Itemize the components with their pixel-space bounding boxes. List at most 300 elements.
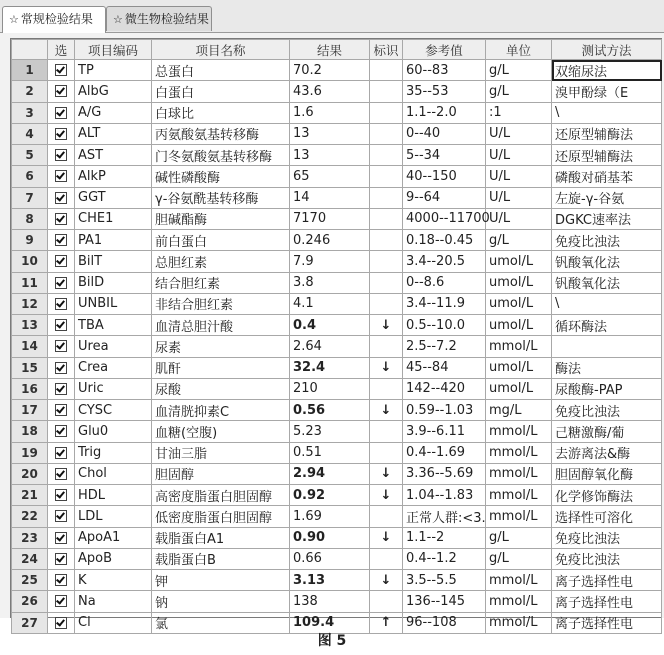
select-checkbox[interactable] [48, 527, 75, 548]
select-checkbox[interactable] [48, 591, 75, 612]
abnormal-flag[interactable] [370, 272, 403, 293]
select-checkbox[interactable] [48, 548, 75, 569]
abnormal-flag[interactable] [370, 230, 403, 251]
abnormal-flag[interactable] [370, 81, 403, 102]
item-code[interactable]: K [75, 570, 152, 591]
row-number[interactable]: 11 [12, 272, 48, 293]
item-name[interactable]: 钾 [152, 570, 290, 591]
table-row[interactable] [12, 506, 662, 527]
item-name[interactable]: 钠 [152, 591, 290, 612]
item-code[interactable]: UNBIL [75, 293, 152, 314]
result-value[interactable]: 4.1 [290, 293, 370, 314]
row-number[interactable]: 22 [12, 506, 48, 527]
row-number[interactable]: 27 [12, 612, 48, 633]
reference-range[interactable]: 35--53 [403, 81, 486, 102]
table-row[interactable] [12, 527, 662, 548]
table-row[interactable] [12, 485, 662, 506]
select-checkbox[interactable] [48, 187, 75, 208]
checkbox-checked-icon[interactable] [55, 468, 67, 480]
item-code[interactable]: LDL [75, 506, 152, 527]
test-method[interactable]: 去游离法&酶 [552, 442, 662, 463]
test-method[interactable]: 选择性可溶化 [552, 506, 662, 527]
abnormal-flag[interactable] [370, 208, 403, 229]
table-row[interactable] [12, 81, 662, 102]
abnormal-flag[interactable]: ↓ [370, 463, 403, 484]
result-value[interactable]: 65 [290, 166, 370, 187]
table-row[interactable] [12, 442, 662, 463]
reference-range[interactable]: 0.4--1.2 [403, 548, 486, 569]
row-number[interactable]: 12 [12, 293, 48, 314]
abnormal-flag[interactable] [370, 421, 403, 442]
item-name[interactable]: 载脂蛋白A1 [152, 527, 290, 548]
result-value[interactable]: 0.90 [290, 527, 370, 548]
result-value[interactable]: 210 [290, 378, 370, 399]
select-checkbox[interactable] [48, 421, 75, 442]
item-code[interactable]: ApoB [75, 548, 152, 569]
item-name[interactable]: 低密度脂蛋白胆固醇 [152, 506, 290, 527]
result-value[interactable]: 0.56 [290, 400, 370, 421]
abnormal-flag[interactable]: ↓ [370, 527, 403, 548]
result-value[interactable]: 0.246 [290, 230, 370, 251]
test-method[interactable] [552, 336, 662, 357]
item-code[interactable]: Crea [75, 357, 152, 378]
checkbox-checked-icon[interactable] [55, 425, 67, 437]
reference-range[interactable]: 3.4--20.5 [403, 251, 486, 272]
item-name[interactable]: 尿素 [152, 336, 290, 357]
reference-range[interactable]: 1.1--2 [403, 527, 486, 548]
result-value[interactable]: 7.9 [290, 251, 370, 272]
item-code[interactable]: Na [75, 591, 152, 612]
item-code[interactable]: A/G [75, 102, 152, 123]
test-method[interactable]: 化学修饰酶法 [552, 485, 662, 506]
abnormal-flag[interactable] [370, 442, 403, 463]
reference-range[interactable]: 45--84 [403, 357, 486, 378]
row-number[interactable]: 16 [12, 378, 48, 399]
header-flag[interactable]: 标识 [370, 40, 403, 60]
checkbox-checked-icon[interactable] [55, 128, 67, 140]
unit[interactable]: U/L [486, 208, 552, 229]
abnormal-flag[interactable] [370, 187, 403, 208]
result-value[interactable]: 14 [290, 187, 370, 208]
test-method[interactable]: 双缩尿法 [552, 60, 662, 81]
table-row[interactable] [12, 315, 662, 336]
unit[interactable]: umol/L [486, 251, 552, 272]
checkbox-checked-icon[interactable] [55, 64, 67, 76]
unit[interactable]: mmol/L [486, 442, 552, 463]
result-value[interactable]: 0.66 [290, 548, 370, 569]
table-row[interactable] [12, 463, 662, 484]
table-row[interactable] [12, 145, 662, 166]
test-method[interactable]: 免疫比浊法 [552, 230, 662, 251]
select-checkbox[interactable] [48, 570, 75, 591]
header-item-name[interactable]: 项目名称 [152, 40, 290, 60]
item-name[interactable]: 胆碱酯酶 [152, 208, 290, 229]
unit[interactable]: mmol/L [486, 612, 552, 633]
item-code[interactable]: HDL [75, 485, 152, 506]
row-number[interactable]: 5 [12, 145, 48, 166]
table-row[interactable] [12, 421, 662, 442]
abnormal-flag[interactable] [370, 145, 403, 166]
test-method[interactable]: 酶法 [552, 357, 662, 378]
row-number[interactable]: 21 [12, 485, 48, 506]
item-name[interactable]: 总胆红素 [152, 251, 290, 272]
item-name[interactable]: 非结合胆红素 [152, 293, 290, 314]
item-code[interactable]: AlbG [75, 81, 152, 102]
reference-range[interactable]: 4000--11700 [403, 208, 486, 229]
tab-microbiology-results[interactable] [106, 6, 212, 31]
unit[interactable]: mmol/L [486, 506, 552, 527]
unit[interactable]: mmol/L [486, 463, 552, 484]
abnormal-flag[interactable] [370, 591, 403, 612]
table-row[interactable] [12, 591, 662, 612]
item-code[interactable]: BilT [75, 251, 152, 272]
tab-routine-results[interactable] [2, 6, 106, 33]
result-value[interactable]: 43.6 [290, 81, 370, 102]
unit[interactable]: :1 [486, 102, 552, 123]
abnormal-flag[interactable] [370, 251, 403, 272]
checkbox-checked-icon[interactable] [55, 574, 67, 586]
unit[interactable]: g/L [486, 60, 552, 81]
test-method[interactable]: 己糖激酶/葡 [552, 421, 662, 442]
item-code[interactable]: Chol [75, 463, 152, 484]
row-number[interactable]: 26 [12, 591, 48, 612]
item-name[interactable]: 丙氨酸氨基转移酶 [152, 123, 290, 144]
test-method[interactable]: 免疫比浊法 [552, 548, 662, 569]
test-method[interactable]: \ [552, 102, 662, 123]
table-row[interactable] [12, 230, 662, 251]
test-method[interactable]: 钒酸氧化法 [552, 272, 662, 293]
row-number[interactable]: 8 [12, 208, 48, 229]
table-row[interactable] [12, 166, 662, 187]
table-row[interactable] [12, 60, 662, 81]
row-number[interactable]: 17 [12, 400, 48, 421]
unit[interactable]: umol/L [486, 272, 552, 293]
item-code[interactable]: CYSC [75, 400, 152, 421]
item-code[interactable]: Cl [75, 612, 152, 633]
unit[interactable]: mg/L [486, 400, 552, 421]
checkbox-checked-icon[interactable] [55, 340, 67, 352]
test-method[interactable]: \ [552, 293, 662, 314]
unit[interactable]: U/L [486, 123, 552, 144]
checkbox-checked-icon[interactable] [55, 170, 67, 182]
test-method[interactable]: 钒酸氧化法 [552, 251, 662, 272]
checkbox-checked-icon[interactable] [55, 319, 67, 331]
reference-range[interactable]: 60--83 [403, 60, 486, 81]
abnormal-flag[interactable]: ↓ [370, 485, 403, 506]
select-checkbox[interactable] [48, 123, 75, 144]
checkbox-checked-icon[interactable] [55, 149, 67, 161]
select-checkbox[interactable] [48, 442, 75, 463]
item-code[interactable]: AST [75, 145, 152, 166]
header-result[interactable]: 结果 [290, 40, 370, 60]
test-method[interactable]: 溴甲酚绿（E [552, 81, 662, 102]
result-value[interactable]: 0.92 [290, 485, 370, 506]
item-name[interactable]: 碱性磷酸酶 [152, 166, 290, 187]
checkbox-checked-icon[interactable] [55, 255, 67, 267]
item-name[interactable]: 高密度脂蛋白胆固醇 [152, 485, 290, 506]
item-code[interactable]: Trig [75, 442, 152, 463]
abnormal-flag[interactable]: ↓ [370, 400, 403, 421]
reference-range[interactable]: 1.04--1.83 [403, 485, 486, 506]
select-checkbox[interactable] [48, 145, 75, 166]
item-name[interactable]: 前白蛋白 [152, 230, 290, 251]
result-value[interactable]: 5.23 [290, 421, 370, 442]
test-method[interactable]: 左旋-γ-谷氨 [552, 187, 662, 208]
row-number[interactable]: 6 [12, 166, 48, 187]
abnormal-flag[interactable] [370, 336, 403, 357]
row-number[interactable]: 20 [12, 463, 48, 484]
item-name[interactable]: 血清总胆汁酸 [152, 315, 290, 336]
item-code[interactable]: Urea [75, 336, 152, 357]
reference-range[interactable]: 3.36--5.69 [403, 463, 486, 484]
test-method[interactable]: 还原型辅酶法 [552, 123, 662, 144]
select-checkbox[interactable] [48, 463, 75, 484]
item-code[interactable]: Uric [75, 378, 152, 399]
item-name[interactable]: 载脂蛋白B [152, 548, 290, 569]
row-number[interactable]: 3 [12, 102, 48, 123]
item-name[interactable]: γ-谷氨酰基转移酶 [152, 187, 290, 208]
item-name[interactable]: 氯 [152, 612, 290, 633]
abnormal-flag[interactable] [370, 166, 403, 187]
row-number[interactable]: 7 [12, 187, 48, 208]
table-row[interactable] [12, 357, 662, 378]
item-name[interactable]: 尿酸 [152, 378, 290, 399]
result-value[interactable]: 1.6 [290, 102, 370, 123]
table-row[interactable] [12, 187, 662, 208]
result-value[interactable]: 2.94 [290, 463, 370, 484]
result-value[interactable]: 0.51 [290, 442, 370, 463]
item-code[interactable]: AlkP [75, 166, 152, 187]
abnormal-flag[interactable] [370, 123, 403, 144]
checkbox-checked-icon[interactable] [55, 213, 67, 225]
row-number[interactable]: 14 [12, 336, 48, 357]
abnormal-flag[interactable] [370, 506, 403, 527]
reference-range[interactable]: 0.4--1.69 [403, 442, 486, 463]
item-name[interactable]: 白球比 [152, 102, 290, 123]
unit[interactable]: mmol/L [486, 570, 552, 591]
select-checkbox[interactable] [48, 336, 75, 357]
reference-range[interactable]: 正常人群:<3. [403, 506, 486, 527]
select-checkbox[interactable] [48, 293, 75, 314]
result-value[interactable]: 2.64 [290, 336, 370, 357]
select-checkbox[interactable] [48, 272, 75, 293]
select-checkbox[interactable] [48, 208, 75, 229]
reference-range[interactable]: 0.18--0.45 [403, 230, 486, 251]
row-number[interactable]: 9 [12, 230, 48, 251]
header-method[interactable]: 测试方法 [552, 40, 662, 60]
table-row[interactable] [12, 123, 662, 144]
table-row[interactable] [12, 570, 662, 591]
row-number[interactable]: 2 [12, 81, 48, 102]
unit[interactable]: g/L [486, 527, 552, 548]
abnormal-flag[interactable]: ↓ [370, 570, 403, 591]
unit[interactable]: U/L [486, 187, 552, 208]
results-grid[interactable] [10, 38, 662, 633]
row-number[interactable]: 4 [12, 123, 48, 144]
table-row[interactable] [12, 251, 662, 272]
checkbox-checked-icon[interactable] [55, 234, 67, 246]
table-row[interactable] [12, 378, 662, 399]
item-code[interactable]: GGT [75, 187, 152, 208]
test-method[interactable]: 循环酶法 [552, 315, 662, 336]
select-checkbox[interactable] [48, 378, 75, 399]
result-value[interactable]: 70.2 [290, 60, 370, 81]
item-code[interactable]: TBA [75, 315, 152, 336]
reference-range[interactable]: 40--150 [403, 166, 486, 187]
row-number[interactable]: 13 [12, 315, 48, 336]
select-checkbox[interactable] [48, 315, 75, 336]
row-number[interactable]: 25 [12, 570, 48, 591]
header-unit[interactable]: 单位 [486, 40, 552, 60]
result-value[interactable]: 7170 [290, 208, 370, 229]
result-value[interactable]: 13 [290, 123, 370, 144]
unit[interactable]: umol/L [486, 357, 552, 378]
reference-range[interactable]: 3.4--11.9 [403, 293, 486, 314]
test-method[interactable]: 离子选择性电 [552, 570, 662, 591]
checkbox-checked-icon[interactable] [55, 277, 67, 289]
result-value[interactable]: 3.13 [290, 570, 370, 591]
checkbox-checked-icon[interactable] [55, 595, 67, 607]
checkbox-checked-icon[interactable] [55, 107, 67, 119]
header-select[interactable]: 选 [48, 40, 75, 60]
select-checkbox[interactable] [48, 357, 75, 378]
row-number[interactable]: 10 [12, 251, 48, 272]
item-code[interactable]: PA1 [75, 230, 152, 251]
row-number[interactable]: 18 [12, 421, 48, 442]
abnormal-flag[interactable] [370, 102, 403, 123]
item-name[interactable]: 结合胆红素 [152, 272, 290, 293]
row-number[interactable]: 24 [12, 548, 48, 569]
abnormal-flag[interactable]: ↓ [370, 357, 403, 378]
select-checkbox[interactable] [48, 230, 75, 251]
result-value[interactable]: 1.69 [290, 506, 370, 527]
test-method[interactable]: 尿酸酶-PAP [552, 378, 662, 399]
test-method[interactable]: 免疫比浊法 [552, 400, 662, 421]
checkbox-checked-icon[interactable] [55, 383, 67, 395]
table-row[interactable] [12, 208, 662, 229]
table-row[interactable] [12, 548, 662, 569]
table-row[interactable] [12, 336, 662, 357]
reference-range[interactable]: 142--420 [403, 378, 486, 399]
unit[interactable]: umol/L [486, 293, 552, 314]
checkbox-checked-icon[interactable] [55, 85, 67, 97]
result-value[interactable]: 0.4 [290, 315, 370, 336]
table-row[interactable] [12, 293, 662, 314]
checkbox-checked-icon[interactable] [55, 617, 67, 629]
item-code[interactable]: ALT [75, 123, 152, 144]
reference-range[interactable]: 0--8.6 [403, 272, 486, 293]
item-name[interactable]: 血清胱抑素C [152, 400, 290, 421]
unit[interactable]: g/L [486, 230, 552, 251]
checkbox-checked-icon[interactable] [55, 192, 67, 204]
abnormal-flag[interactable]: ↓ [370, 315, 403, 336]
item-code[interactable]: Glu0 [75, 421, 152, 442]
test-method[interactable]: 离子选择性电 [552, 612, 662, 633]
unit[interactable]: umol/L [486, 378, 552, 399]
reference-range[interactable]: 9--64 [403, 187, 486, 208]
select-checkbox[interactable] [48, 166, 75, 187]
item-name[interactable]: 甘油三脂 [152, 442, 290, 463]
test-method[interactable]: DGKC速率法 [552, 208, 662, 229]
abnormal-flag[interactable]: ↑ [370, 612, 403, 633]
header-item-code[interactable]: 项目编码 [75, 40, 152, 60]
select-checkbox[interactable] [48, 400, 75, 421]
checkbox-checked-icon[interactable] [55, 298, 67, 310]
unit[interactable]: mmol/L [486, 591, 552, 612]
row-number[interactable]: 15 [12, 357, 48, 378]
checkbox-checked-icon[interactable] [55, 553, 67, 565]
item-code[interactable]: BilD [75, 272, 152, 293]
unit[interactable]: U/L [486, 166, 552, 187]
reference-range[interactable]: 3.9--6.11 [403, 421, 486, 442]
unit[interactable]: mmol/L [486, 485, 552, 506]
table-row[interactable] [12, 102, 662, 123]
row-number[interactable]: 23 [12, 527, 48, 548]
select-checkbox[interactable] [48, 251, 75, 272]
checkbox-checked-icon[interactable] [55, 362, 67, 374]
item-code[interactable]: CHE1 [75, 208, 152, 229]
row-number[interactable]: 19 [12, 442, 48, 463]
row-number[interactable]: 1 [12, 60, 48, 81]
table-row[interactable] [12, 272, 662, 293]
select-checkbox[interactable] [48, 485, 75, 506]
checkbox-checked-icon[interactable] [55, 510, 67, 522]
select-checkbox[interactable] [48, 81, 75, 102]
test-method[interactable]: 免疫比浊法 [552, 527, 662, 548]
reference-range[interactable]: 0--40 [403, 123, 486, 144]
unit[interactable]: U/L [486, 145, 552, 166]
checkbox-checked-icon[interactable] [55, 447, 67, 459]
checkbox-checked-icon[interactable] [55, 489, 67, 501]
unit[interactable]: umol/L [486, 315, 552, 336]
test-method[interactable]: 离子选择性电 [552, 591, 662, 612]
result-value[interactable]: 3.8 [290, 272, 370, 293]
checkbox-checked-icon[interactable] [55, 404, 67, 416]
item-name[interactable]: 总蛋白 [152, 60, 290, 81]
item-name[interactable]: 门冬氨酸氨基转移酶 [152, 145, 290, 166]
reference-range[interactable]: 0.5--10.0 [403, 315, 486, 336]
reference-range[interactable]: 2.5--7.2 [403, 336, 486, 357]
abnormal-flag[interactable] [370, 60, 403, 81]
reference-range[interactable]: 0.59--1.03 [403, 400, 486, 421]
header-reference[interactable]: 参考值 [403, 40, 486, 60]
reference-range[interactable]: 96--108 [403, 612, 486, 633]
reference-range[interactable]: 5--34 [403, 145, 486, 166]
abnormal-flag[interactable] [370, 548, 403, 569]
item-name[interactable]: 胆固醇 [152, 463, 290, 484]
result-value[interactable]: 138 [290, 591, 370, 612]
item-name[interactable]: 血糖(空腹) [152, 421, 290, 442]
unit[interactable]: mmol/L [486, 336, 552, 357]
reference-range[interactable]: 3.5--5.5 [403, 570, 486, 591]
select-checkbox[interactable] [48, 506, 75, 527]
item-name[interactable]: 肌酐 [152, 357, 290, 378]
item-code[interactable]: TP [75, 60, 152, 81]
test-method[interactable]: 磷酸对硝基苯 [552, 166, 662, 187]
result-value[interactable]: 109.4 [290, 612, 370, 633]
reference-range[interactable]: 1.1--2.0 [403, 102, 486, 123]
item-code[interactable]: ApoA1 [75, 527, 152, 548]
unit[interactable]: g/L [486, 81, 552, 102]
select-checkbox[interactable] [48, 102, 75, 123]
table-row[interactable] [12, 400, 662, 421]
select-checkbox[interactable] [48, 60, 75, 81]
abnormal-flag[interactable] [370, 293, 403, 314]
item-name[interactable]: 白蛋白 [152, 81, 290, 102]
result-value[interactable]: 32.4 [290, 357, 370, 378]
checkbox-checked-icon[interactable] [55, 532, 67, 544]
result-value[interactable]: 13 [290, 145, 370, 166]
